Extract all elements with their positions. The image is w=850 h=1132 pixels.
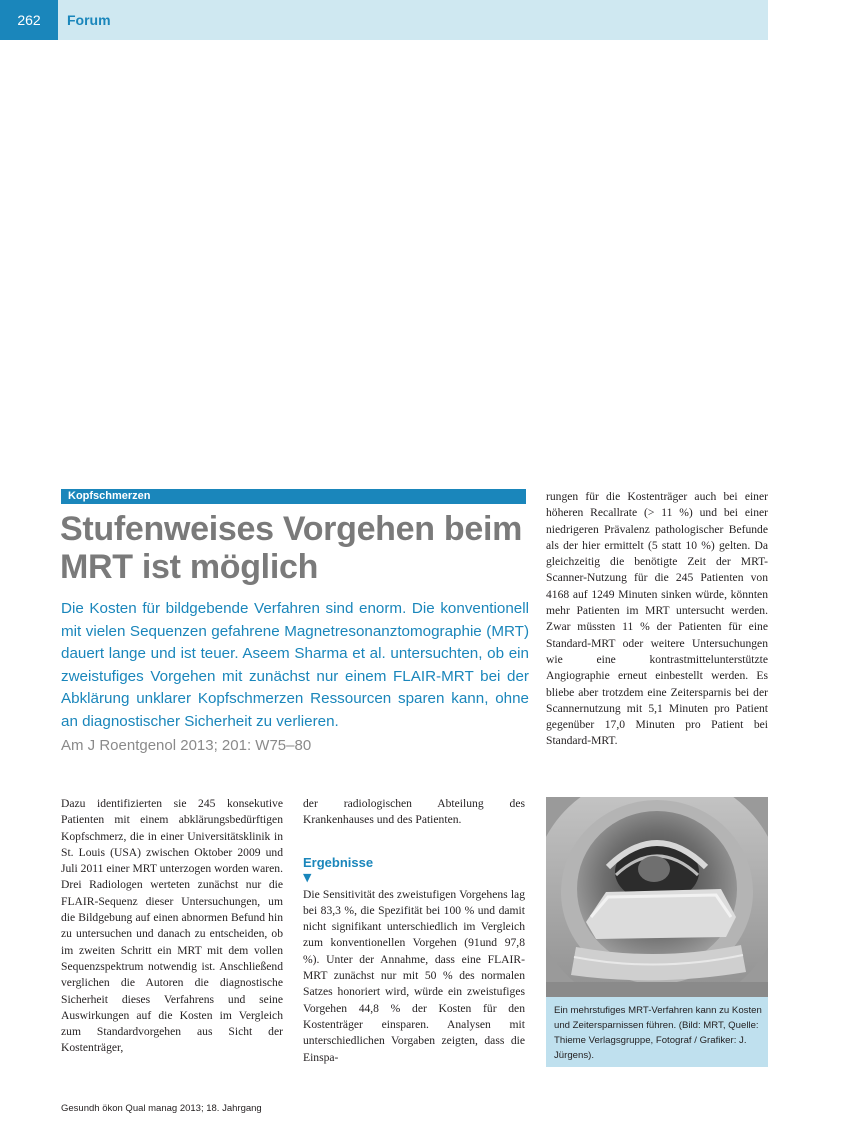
article-kicker: Kopfschmerzen — [61, 489, 526, 504]
body-column-1 — [61, 796, 283, 1057]
body-column-3 — [546, 489, 768, 750]
body-paragraph: Dazu identifizierten sie 245 konsekutive Patienten mit einem abklärungsbedürftigen Kopfschmerz, die in einer Universitätsklinik in St. Louis (USA) zwischen Oktober 2009 und Juli 2011 einer MRT unterzogen worden waren. Drei Radiologen werteten zunächst nur die FLAIR-Sequenz dieser Untersuchungen, um die Bildgebung auf einen abnormen Befund hin zu untersuchen und danach zu entscheiden, ob im zweiten Schritt ein MRT mit dem vollen Sequenzspektrum notwendig ist. Anschließend verglichen die Autoren die diagnostische Sicherheit dieses Verfahrens und seine Auswirkungen auf die Kosten im Vergleich zum Standardvorgehen aus Sicht der Kostenträger, — [61, 797, 283, 1055]
figure-caption: Ein mehrstufiges MRT-Verfahren kann zu Kosten und Zeitersparnissen führen. (Bild: MRT, Quelle: Thieme Verlagsgruppe, Fotograf / Grafiker: J. Jürgens). — [554, 1005, 762, 1061]
body-paragraph: rungen für die Kostenträger auch bei einer höheren Recallrate (> 11 %) und bei einer niedrigeren Prävalenz pathologischer Befunde als der hier ermittelt (5 statt 10 %) gelten. Da gleichzeitig die benötigte Zeit der MRT-Scanner-Nutzung für die 245 Patienten von 4168 auf 1249 Minuten sinken würde, könnten mehr Patienten im MRT untersucht werden. Zwar müssten 11 % der Patienten für eine Standard-MRT oder weitere Untersuchungen wie eine kontrastmittelunterstützte Angiographie erneut einbestellt werden. Es bliebe aber trotzdem eine Zeitersparnis bei der Scannernutzung mit 5,1 Minuten pro Patient gegenüber 17,0 Minuten pro Patient bei Standard-MRT. — [546, 490, 768, 748]
page-footer: Gesundh ökon Qual manag 2013; 18. Jahrgang — [61, 1103, 262, 1114]
mri-scanner-photo — [546, 797, 768, 997]
body-column-2 — [303, 796, 525, 1066]
running-header — [0, 0, 768, 40]
figure-box — [546, 797, 768, 1067]
section-name: Forum — [67, 12, 111, 28]
page-number: 262 — [0, 0, 58, 40]
results-heading: Ergebnisse — [303, 854, 374, 870]
body-paragraph: der radiologischen Abteilung des Krankenhauses und des Patienten. — [303, 797, 525, 827]
article-title: Stufenweises Vorgehen beim MRT ist möglich — [60, 510, 523, 586]
body-paragraph: Die Sensitivität des zweistufigen Vorgehens lag bei 83,3 %, die Spezifität bei 100 % und damit nicht signifikant unterschiedlich im Vergleich zum konventionellen Vorgehen (91und 97,8 %). Unter der Annahme, dass eine FLAIR-MRT zunächst nur mit 50 % des normalen Satzes honoriert wird, würde ein zweistufiges Vorgehen 44,8 % der Kosten für den Kostenträger einsparen. Analysen mit unterschiedlichen Vorgaben zeigten, dass die Einspa- — [303, 887, 525, 1064]
article-reference: Am J Roentgenol 2013; 201: W75–80 — [61, 737, 312, 754]
heading-triangle-icon: ▼ — [303, 870, 312, 884]
article-lead: Die Kosten für bildgebende Verfahren sind enorm. Die konventionell mit vielen Sequenzen gefahrene Magnetresonanztomographie (MRT) dauert lange und ist teuer. Aseem Sharma et al. untersuchten, ob ein zweistufiges Vorgehen mit zunächst nur einem FLAIR-MRT bei der Abklärung unklarer Kopfschmerzen Ressourcen sparen kann, ohne an diagnostischer Sicherheit zu verlieren. — [61, 600, 529, 730]
